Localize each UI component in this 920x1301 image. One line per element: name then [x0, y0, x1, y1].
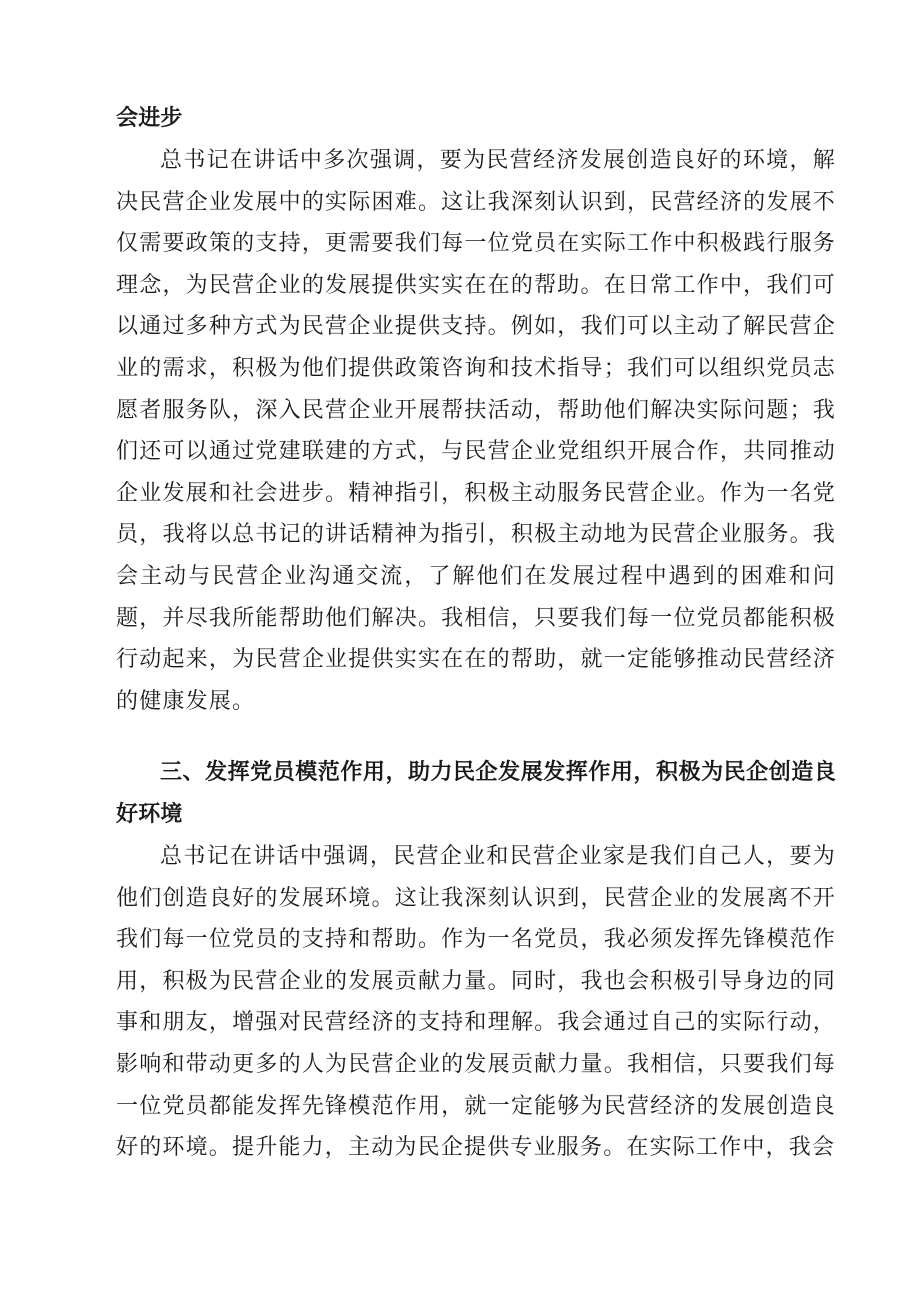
- paragraph-party-member-role: 总书记在讲话中强调，民营企业和民营企业家是我们自己人，要为他们创造良好的发展环境。这让我深刻认识到，民营企业的发展离不开我们每一位党员的支持和帮助。作为一名党员，我必须发挥先锋模范作用，积极为民营企业的发展贡献力量。同时，我也会积极引导身边的同事和朋友，增强对民营经济的支持和理解。我会通过自己的实际行动，影响和带动更多的人为民营企业的发展贡献力量。我相信，只要我们每一位党员都能发挥先锋模范作用，就一定能够为民营经济的发展创造良好的环境。提升能力，主动为民企提供专业服务。在实际工作中，我会: [116, 844, 836, 1161]
- section-heading-3: 三、发挥党员模范作用，助力民企发展发挥作用，积极为民企创造良好环境: [116, 760, 836, 827]
- continuation-heading: 会进步: [116, 106, 183, 131]
- paragraph-service-private-enterprises: 总书记在讲话中多次强调，要为民营经济发展创造良好的环境，解决民营企业发展中的实际困难。这让我深刻认识到，民营经济的发展不仅需要政策的支持，更需要我们每一位党员在实际工作中积极践行服务理念，为民营企业的发展提供实实在在的帮助。在日常工作中，我们可以通过多种方式为民营企业提供支持。例如，我们可以主动了解民营企业的需求，积极为他们提供政策咨询和技术指导；我们可以组织党员志愿者服务队，深入民营企业开展帮扶活动，帮助他们解决实际问题；我们还可以通过党建联建的方式，与民营企业党组织开展合作，共同推动企业发展和社会进步。精神指引，积极主动服务民营企业。作为一名党员，我将以总书记的讲话精神为指引，积极主动地为民营企业服务。我会主动与民营企业沟通交流，了解他们在发展过程中遇到的困难和问题，并尽我所能帮助他们解决。我相信，只要我们每一位党员都能积极行动起来，为民营企业提供实实在在的帮助，就一定能够推动民营经济的健康发展。: [116, 148, 836, 714]
